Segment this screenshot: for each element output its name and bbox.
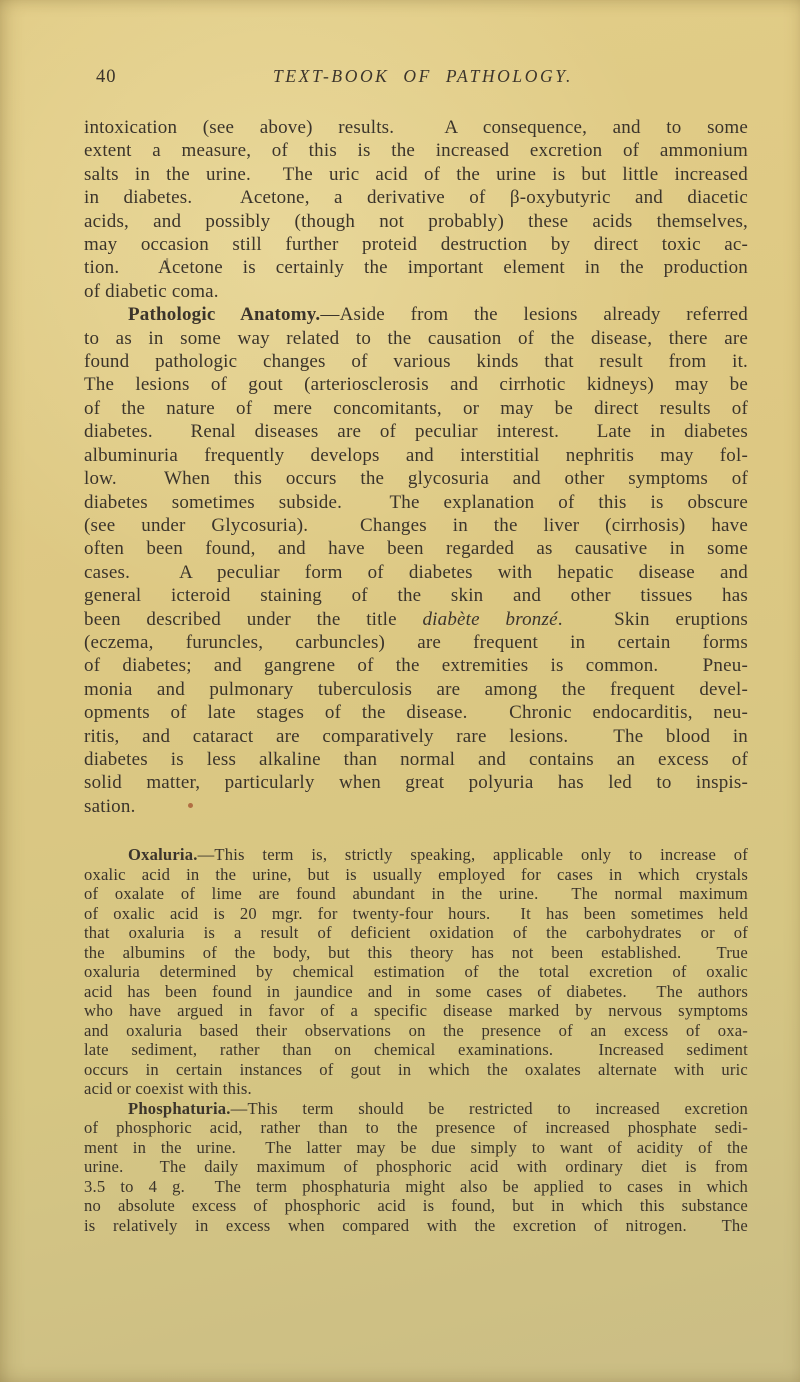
text-segment: —Aside from the lesions already referred <box>320 304 749 326</box>
text-segment: albuminuria frequently develops and interstitial nephritis may fol- <box>84 444 748 466</box>
text-segment: salts in the urine. The uric acid of the urine is but little increased <box>84 163 748 185</box>
text-segment: oxaluria determined by chemical estimation of the total excretion of oxalic <box>84 962 748 982</box>
text-line <box>84 1177 748 1197</box>
text-segment: The lesions of gout (arteriosclerosis and cirrhotic kidneys) may be <box>84 374 748 396</box>
text-line <box>84 256 748 279</box>
text-segment: that oxaluria is a result of deficient oxidation of the carbohydrates or of <box>84 923 748 943</box>
text-segment: tion. Acetone is certainly the important element in the production <box>84 257 748 279</box>
text-line <box>84 1079 748 1099</box>
text-line <box>84 701 748 724</box>
italic-text-segment: diabète bronzé <box>422 608 558 630</box>
text-line <box>84 795 748 818</box>
text-line <box>84 962 748 982</box>
text-segment: of oxalic acid is 20 mgr. for twenty-four hours. It has been sometimes held <box>84 903 748 923</box>
text-segment: (eczema, furuncles, carbuncles) are frequent in certain forms <box>84 631 748 653</box>
text-segment: diabetes sometimes subside. The explanation of this is obscure <box>84 491 748 513</box>
paper-speck <box>188 803 193 808</box>
text-line <box>84 865 748 885</box>
text-line <box>84 186 748 209</box>
text-line <box>84 210 748 233</box>
text-segment: ritis, and cataract are comparatively rare lesions. The blood in <box>84 725 748 747</box>
text-line <box>84 444 748 467</box>
text-line <box>84 1138 748 1158</box>
text-line <box>84 725 748 748</box>
text-line <box>84 884 748 904</box>
text-segment: (see under Glycosuria). Changes in the liver (cirrhosis) have <box>84 514 748 536</box>
text-segment: sation. <box>84 795 136 817</box>
text-line <box>84 1118 748 1138</box>
text-line <box>84 327 748 350</box>
text-segment: acid has been found in jaundice and in some cases of diabetes. The authors <box>84 981 748 1001</box>
text-line <box>84 233 748 256</box>
text-line <box>84 491 748 514</box>
text-line <box>84 1001 748 1021</box>
text-line <box>84 373 748 396</box>
text-segment: occurs in certain instances of gout in which the oxalates alternate with uric <box>84 1059 748 1079</box>
text-segment: 3.5 to 4 g. The term phosphaturia might also be applied to cases in which <box>84 1176 748 1196</box>
text-segment: found pathologic changes of various kinds that result from it. <box>84 351 748 373</box>
text-segment: extent a measure, of this is the increased excretion of ammonium <box>84 140 748 162</box>
text-segment: general icteroid staining of the skin and other tissues has <box>84 585 748 607</box>
text-line <box>84 420 748 443</box>
text-line <box>84 982 748 1002</box>
text-line <box>84 771 748 794</box>
bold-text-segment: Pathologic Anatomy. <box>128 304 321 326</box>
paragraph-diabetes-intoxication <box>84 116 748 303</box>
page-header <box>84 66 748 92</box>
paragraph-pathologic-anatomy <box>84 303 748 818</box>
text-segment: acids, and possibly (though not probably) these acids themselves, <box>84 210 748 232</box>
text-line <box>84 163 748 186</box>
text-segment: to as in some way related to the causation of the disease, there are <box>84 327 748 349</box>
text-line <box>84 1060 748 1080</box>
text-segment: who have argued in favor of a specific disease marked by nervous symptoms <box>84 1001 748 1021</box>
text-segment: oxalic acid in the urine, but is usually employed for cases in which crystals <box>84 864 748 884</box>
text-line <box>84 1021 748 1041</box>
text-line <box>84 1099 748 1119</box>
page-number: 40 <box>96 67 117 87</box>
text-segment: acid or coexist with this. <box>84 1079 252 1099</box>
text-segment: of diabetic coma. <box>84 280 219 302</box>
text-line <box>84 678 748 701</box>
text-segment: diabetes. Renal diseases are of peculiar interest. Late in diabetes <box>84 421 748 443</box>
text-segment: solid matter, particularly when great polyuria has led to inspis- <box>84 772 748 794</box>
text-segment: been described under the title <box>84 608 423 630</box>
text-line <box>84 654 748 677</box>
running-title: TEXT-BOOK OF PATHOLOGY. <box>273 66 573 86</box>
text-segment: —This term should be restricted to increased excretion <box>230 1098 748 1118</box>
text-line <box>84 514 748 537</box>
text-line <box>84 1157 748 1177</box>
text-line <box>84 139 748 162</box>
text-line <box>84 608 748 631</box>
text-segment: intoxication (see above) results. A consequence, and to some <box>84 117 748 138</box>
text-line <box>84 116 748 139</box>
paragraph-oxaluria <box>84 845 748 1099</box>
page-content <box>84 116 748 1235</box>
text-segment: of oxalate of lime are found abundant in the urine. The normal maximum <box>84 884 748 904</box>
text-line <box>84 467 748 490</box>
text-segment: and oxaluria based their observations on the presence of an excess of oxa- <box>84 1020 748 1040</box>
text-line <box>84 748 748 771</box>
text-line <box>84 584 748 607</box>
text-line <box>84 350 748 373</box>
text-segment: in diabetes. Acetone, a derivative of β-oxybutyric and diacetic <box>84 187 748 209</box>
text-line <box>84 904 748 924</box>
text-segment: often been found, and have been regarded as causative in some <box>84 538 748 560</box>
text-segment: ment in the urine. The latter may be due simply to want of acidity of the <box>84 1137 748 1157</box>
text-segment: urine. The daily maximum of phosphoric acid with ordinary diet is from <box>84 1157 748 1177</box>
text-segment: . Skin eruptions <box>557 608 748 630</box>
text-line <box>84 397 748 420</box>
text-line <box>84 1196 748 1216</box>
text-line <box>84 631 748 654</box>
text-line <box>84 537 748 560</box>
text-line <box>84 280 748 303</box>
bold-text-segment: Phosphaturia. <box>128 1098 231 1118</box>
text-line <box>84 1040 748 1060</box>
text-segment: monia and pulmonary tuberculosis are among the frequent devel- <box>84 678 748 700</box>
text-line <box>84 561 748 584</box>
print-artifact <box>166 258 168 269</box>
text-segment: diabetes is less alkaline than normal and contains an excess of <box>84 748 748 770</box>
text-segment: the albumins of the body, but this theory has not been established. True <box>84 942 748 962</box>
text-line <box>84 923 748 943</box>
text-segment: late sediment, rather than on chemical examinations. Increased sediment <box>84 1040 748 1060</box>
text-segment: of diabetes; and gangrene of the extremities is common. Pneu- <box>84 655 748 677</box>
text-segment: may occasion still further proteid destruction by direct toxic ac- <box>84 234 748 256</box>
text-segment: opments of late stages of the disease. Chronic endocarditis, neu- <box>84 702 748 724</box>
text-segment: of phosphoric acid, rather than to the presence of increased phosphate sedi- <box>84 1118 748 1138</box>
text-line <box>84 1216 748 1236</box>
text-segment: is relatively in excess when compared with the excretion of nitrogen. The <box>84 1215 748 1235</box>
text-line <box>84 943 748 963</box>
text-segment: low. When this occurs the glycosuria and other symptoms of <box>84 468 748 490</box>
text-line <box>84 303 748 326</box>
text-segment: —This term is, strictly speaking, applicable only to increase of <box>197 845 748 865</box>
text-segment: no absolute excess of phosphoric acid is found, but in which this substance <box>84 1196 748 1216</box>
text-segment: of the nature of mere concomitants, or may be direct results of <box>84 397 748 419</box>
bold-text-segment: Oxaluria. <box>128 845 198 865</box>
paragraph-phosphaturia <box>84 1099 748 1236</box>
text-line <box>84 845 748 865</box>
text-segment: cases. A peculiar form of diabetes with hepatic disease and <box>84 561 748 583</box>
